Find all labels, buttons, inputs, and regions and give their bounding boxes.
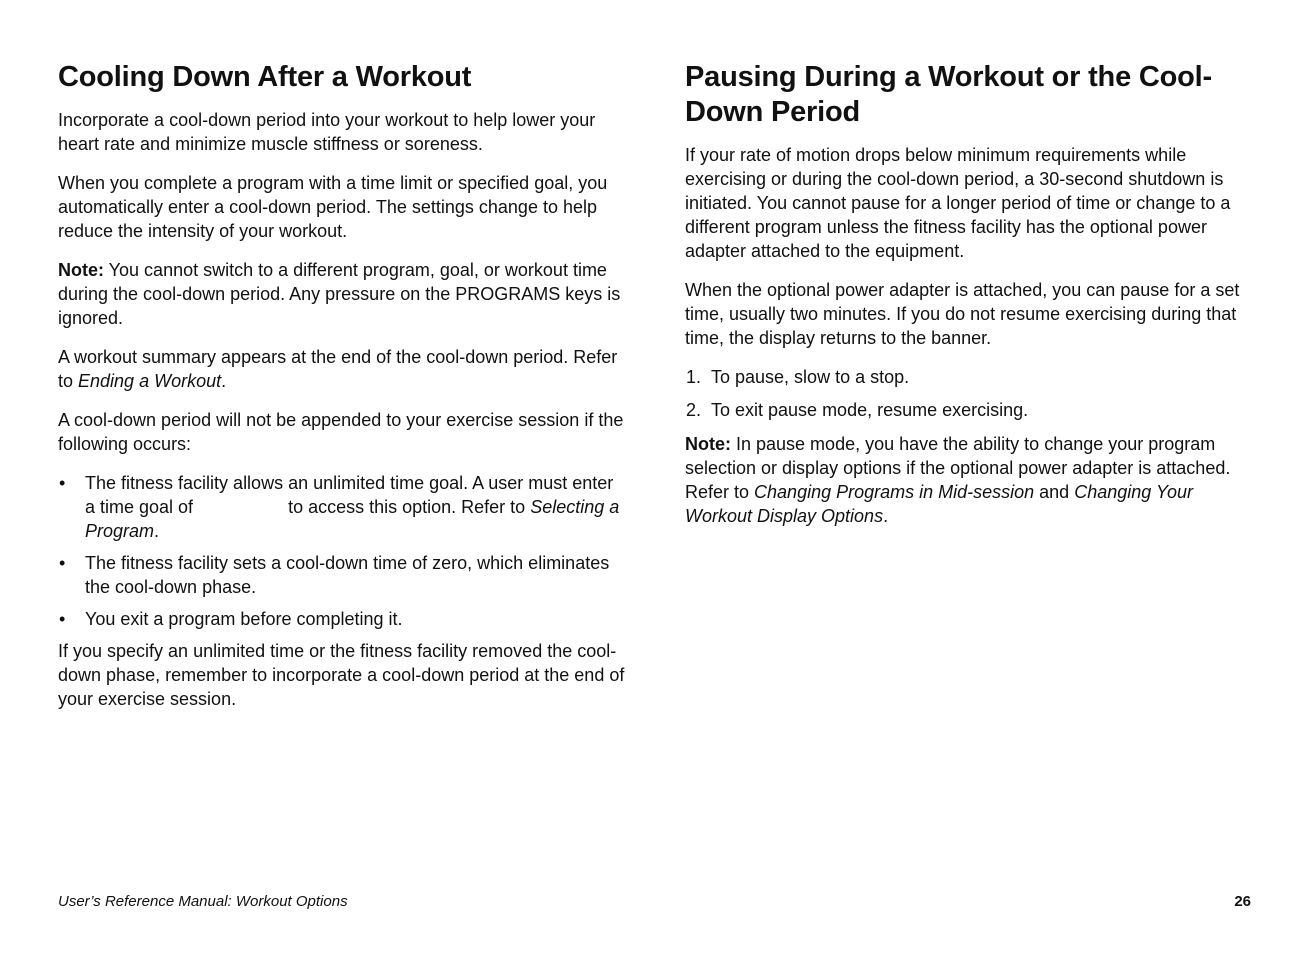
- summary-paragraph: [58, 345, 628, 393]
- changing-programs-reference: Changing Programs in Mid-session: [754, 482, 1035, 502]
- left-column: [58, 60, 628, 726]
- note-label: Note:: [58, 260, 104, 280]
- pausing-heading: Pausing During a Workout or the Cool-Down Period: [685, 61, 1212, 128]
- note-text: You cannot switch to a different program, goal, or workout time during the cool-down period. Any pressure on the PROGRAMS keys is ignored.: [58, 260, 621, 328]
- bullet-icon: •: [59, 553, 66, 573]
- step-item: [685, 365, 1260, 389]
- bullet-text: You exit a program before completing it.: [85, 609, 403, 629]
- step-item: [685, 398, 1260, 422]
- step-number: 2.: [686, 400, 702, 420]
- selecting-program-reference: Selecting a Program: [85, 497, 620, 541]
- pause-note-paragraph: [685, 432, 1260, 528]
- power-adapter-paragraph: When the optional power adapter is attached, you can pause for a set time, usually two minutes. If you do not resume exercising during that time, the display returns to the banner.: [685, 280, 1240, 348]
- note-paragraph: [58, 258, 628, 330]
- bullet-text: The fitness facility sets a cool-down time of zero, which eliminates the cool-down phase.: [85, 553, 610, 597]
- display-options-reference: Changing Your Workout Display Options: [685, 482, 1193, 526]
- bullet-text-b: to access this option. Refer to: [288, 497, 531, 517]
- pause-steps-list: [685, 365, 1260, 422]
- note-label: Note:: [685, 434, 731, 454]
- step-number: 1.: [686, 367, 702, 387]
- bullet-icon: •: [59, 609, 66, 629]
- step-text: To exit pause mode, resume exercising.: [711, 400, 1029, 420]
- shutdown-paragraph: If your rate of motion drops below minimum requirements while exercising or during the cool-down period, a 30-second shutdown is initiated. You cannot pause for a longer period of time or change to a different program unless the fitness facility has the optional power adapter attached to the equipment.: [685, 145, 1231, 261]
- note-and: and: [1034, 482, 1075, 502]
- bullet-icon: •: [59, 473, 66, 493]
- conditions-list: [58, 471, 628, 631]
- list-item: [58, 471, 628, 543]
- bullet-end: .: [154, 521, 160, 541]
- conditions-paragraph: A cool-down period will not be appended to your exercise session if the following occurs:: [58, 410, 624, 454]
- step-text: To pause, slow to a stop.: [711, 367, 910, 387]
- intro-paragraph: Incorporate a cool-down period into your workout to help lower your heart rate and minimize muscle stiffness or soreness.: [58, 110, 596, 154]
- footer-title: User’s Reference Manual: Workout Options: [58, 893, 348, 910]
- note-text: In pause mode, you have the ability to change your program selection or display options if the optional power adapter is attached. Refer to: [685, 434, 1231, 502]
- reminder-paragraph: If you specify an unlimited time or the fitness facility removed the cool-down phase, remember to incorporate a cool-down period at the end of your exercise session.: [58, 641, 625, 709]
- bullet-text-a: The fitness facility allows an unlimited time goal. A user must enter a time goal of: [85, 473, 614, 517]
- summary-text: A workout summary appears at the end of the cool-down period. Refer to: [58, 347, 618, 391]
- cooling-down-heading: Cooling Down After a Workout: [58, 61, 472, 93]
- ending-workout-reference: Ending a Workout: [78, 371, 222, 391]
- program-completion-paragraph: When you complete a program with a time limit or specified goal, you automatically enter a cool-down period. The settings change to help reduce the intensity of your workout.: [58, 173, 608, 241]
- page-number: 26: [1234, 893, 1251, 910]
- list-item: [58, 607, 628, 631]
- list-item: [58, 551, 628, 599]
- summary-end: .: [221, 371, 227, 391]
- right-column: [685, 60, 1260, 543]
- note-end: .: [883, 506, 889, 526]
